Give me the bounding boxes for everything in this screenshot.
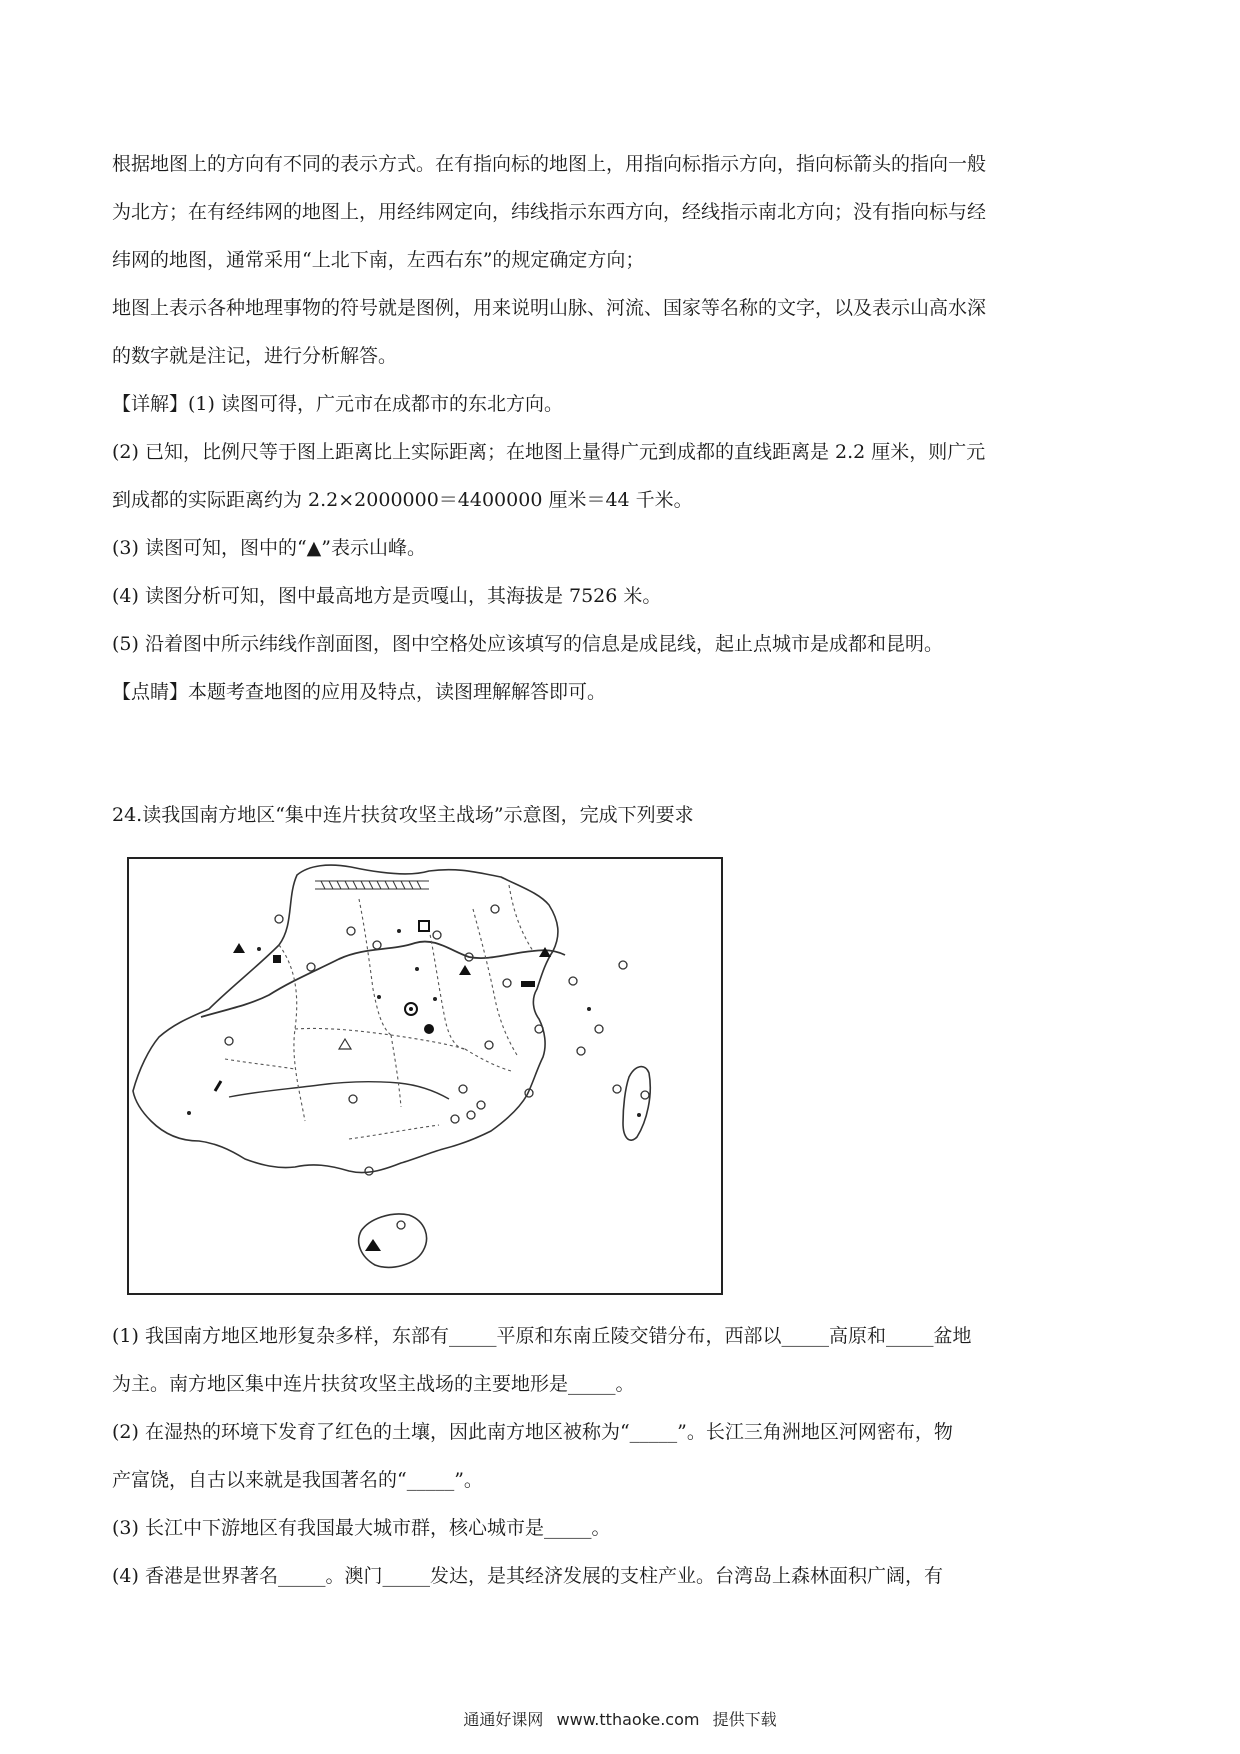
detail-line: 【点睛】本题考查地图的应用及特点，读图理解解答即可。 (112, 681, 607, 703)
text-line: 为北方；在有经纬网的地图上，用经纬网定向，纬线指示东西方向，经线指示南北方向；没有指向标与经 (112, 201, 987, 223)
detail-line: (4) 读图分析可知，图中最高地方是贡嘎山，其海拔是 7526 米。 (112, 585, 662, 607)
footer-url[interactable]: www.tthaoke.com (556, 1710, 700, 1729)
text-line: 纬网的地图，通常采用“上北下南，左西右东”的规定确定方向； (112, 249, 645, 271)
analysis-paragraph-1 (112, 140, 1132, 284)
question-24-body (112, 1312, 1132, 1600)
footer-note: 提供下载 (712, 1710, 777, 1729)
question-line: 产富饶，自古以来就是我国著名的“_____”。 (112, 1469, 483, 1491)
question-line: 为主。南方地区集中连片扶贫攻坚主战场的主要地形是_____。 (112, 1373, 635, 1395)
detail-line: 到成都的实际距离约为 2.2×2000000＝4400000 厘米＝44 千米。 (112, 489, 693, 511)
map-drawing (129, 859, 721, 1293)
question-line: (1) 我国南方地区地形复杂多样，东部有_____平原和东南丘陵交错分布，西部以_____高原和_____盆地 (112, 1325, 972, 1347)
detail-line: (5) 沿着图中所示纬线作剖面图，图中空格处应该填写的信息是成昆线，起止点城市是成都和昆明。 (112, 633, 943, 655)
city-symbols (225, 905, 649, 1229)
detail-section (112, 380, 1132, 716)
text-line: 的数字就是注记，进行分析解答。 (112, 345, 398, 367)
analysis-paragraph-2 (112, 284, 1132, 380)
question-line: (3) 长江中下游地区有我国最大城市群，核心城市是_____。 (112, 1517, 611, 1539)
question-line: (4) 香港是世界著名_____。澳门_____发达，是其经济发展的支柱产业。台湾岛上森林面积广阔，有 (112, 1565, 943, 1587)
detail-line: 【详解】(1) 读图可得，广元市在成都市的东北方向。 (112, 393, 563, 415)
detail-line: (2) 已知，比例尺等于图上距离比上实际距离；在地图上量得广元到成都的直线距离是 2.2 厘米，则广元 (112, 441, 986, 463)
page-footer (0, 1707, 1240, 1730)
question-24-title: 24.读我国南方地区“集中连片扶贫攻坚主战场”示意图，完成下列要求 (112, 804, 694, 826)
question-line: (2) 在湿热的环境下发育了红色的土壤，因此南方地区被称为“_____”。长江三角洲地区河网密布，物 (112, 1421, 953, 1443)
detail-line: (3) 读图可知，图中的“▲”表示山峰。 (112, 537, 426, 559)
footer-site: 通通好课网 (463, 1710, 544, 1729)
text-line: 根据地图上的方向有不同的表示方式。在有指向标的地图上，用指向标指示方向，指向标箭头的指向一般 (112, 153, 987, 175)
peak-symbols (233, 943, 551, 1251)
text-line: 地图上表示各种地理事物的符号就是图例，用来说明山脉、河流、国家等名称的文字，以及表示山高水深 (112, 297, 987, 319)
south-china-map (127, 857, 723, 1295)
